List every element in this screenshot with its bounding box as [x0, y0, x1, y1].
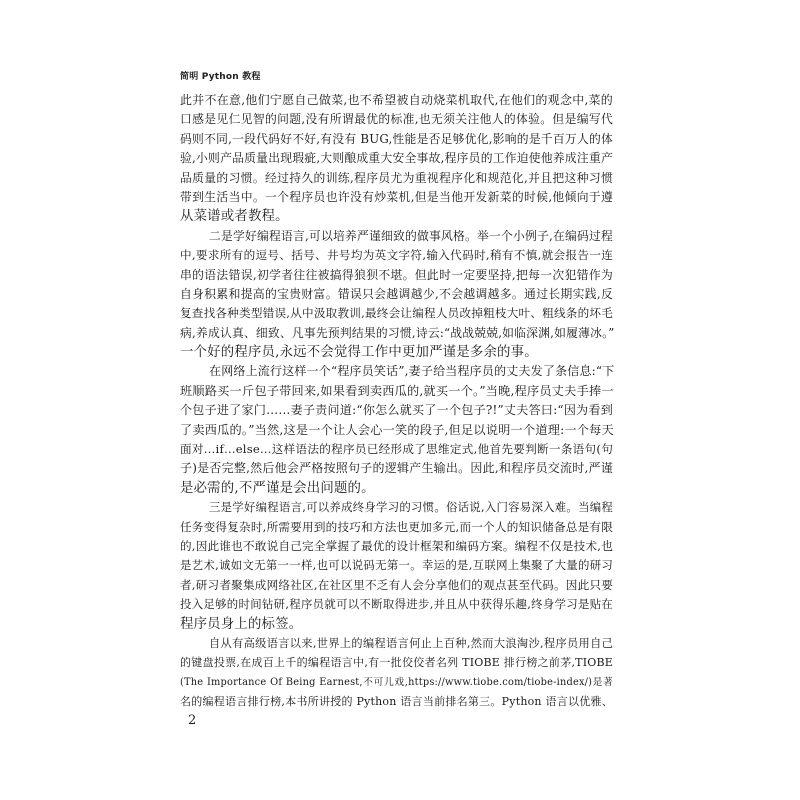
text-line: 复查找各种类型错误,从中汲取教训,最终会让编程人员改掉粗枝大叶、粗线条的坏毛	[180, 306, 613, 321]
text-line: 验,小则产品质量出现瑕疵,大则酿成重大安全事故,程序员的工作迫使他养成注重产	[180, 151, 613, 166]
text-line: 子)是否完整,然后他会严格按照句子的逻辑产生输出。因此,和程序员交流时,严谨	[180, 461, 613, 476]
text-line: 班顺路买一斤包子带回来,如果看到卖西瓜的,就买一个。”当晚,程序员丈夫手捧一	[180, 383, 614, 398]
text-line: 二是学好编程语言,可以培养严谨细致的做事风格。举一个小例子,在编码过程	[209, 228, 613, 243]
page-number: 2	[188, 713, 197, 728]
text-line: 码则不同,一段代码好不好,有没有 BUG,性能是否足够优化,影响的是千百万人的体	[180, 131, 613, 146]
text-line: 自身积累和提高的宝贵财富。错误只会越调越少,不会越调越多。通过长期实践,反	[180, 286, 613, 301]
text-line: 串的语法错误,初学者往往被搞得狼狈不堪。但此时一定要坚持,把每一次犯错作为	[180, 267, 613, 282]
text-line: 在网络上流行这样一个“程序员笑话”,妻子给当程序员的丈夫发了条信息:“下	[209, 364, 615, 379]
text-line: 是艺术,诚如文无第一一样,也可以说码无第一。幸运的是,互联网上集聚了大量的研习	[180, 558, 613, 573]
text-line: 带到生活当中。一个程序员也许没有炒菜机,但是当他开发新菜的时候,他倾向于遵	[180, 189, 613, 204]
text-line: 品质量的习惯。经过持久的训练,程序员尤为重视程序化和规范化,并且把这种习惯	[180, 170, 613, 185]
text-line: 是必需的,不严谨是会出问题的。	[180, 480, 375, 496]
text-line: 投入足够的时间钻研,程序员就可以不断取得进步,并且从中获得乐趣,终身学习是贴在	[180, 597, 613, 612]
text-line: 三是学好编程语言,可以养成终身学习的习惯。俗话说,入门容易深入难。当编程	[209, 500, 613, 515]
text-line: 的键盘投票,在成百上千的编程语言中,有一批佼佼者名列 TIOBE 排行榜之前茅,TIOBE	[180, 656, 613, 670]
text-line: 自从有高级语言以来,世界上的编程语言何止上百种,然而大浪淘沙,程序员用自己	[209, 636, 613, 650]
text-line: 的,因此谁也不敢说自己完全掌握了最优的设计框架和编码方案。编程不仅是技术,也	[180, 538, 613, 553]
text-line: 任务变得复杂时,所需要用到的技巧和方法也更加多元,而一个人的知识储备总是有限	[180, 519, 613, 534]
text-line: 从菜谱或者教程。	[180, 209, 289, 225]
text-line: 面对…if…else…这样语法的程序员已经形成了思维定式,他首先要判断一条语句(句	[180, 442, 613, 457]
text-line: 此并不在意,他们宁愿自己做菜,也不希望被自动烧菜机取代,在他们的观念中,菜的	[180, 93, 613, 107]
text-line: 名的编程语言排行榜,本书所讲授的 Python 语言当前排名第三。Python 语言以优雅、	[180, 695, 613, 709]
text-line: 中,要求所有的逗号、括号、井号均为英文字符,输入代码时,稍有不慎,就会报告一连	[180, 248, 613, 263]
text-line: 程序员身上的标签。	[180, 616, 303, 632]
text-line: 病,养成认真、细致、凡事先预判结果的习惯,诗云:“战战兢兢,如临深渊,如履薄冰。”	[180, 325, 615, 340]
text-line: 者,研习者聚集成网络社区,在社区里不乏有人会分享他们的观点甚至代码。因此只要	[180, 577, 613, 592]
body-text	[180, 91, 613, 712]
text-line: 口感是见仁见智的问题,没有所谓最优的标准,也无须关注他人的体验。但是编写代	[180, 112, 613, 127]
text-line: (The Importance Of Being Earnest,不可儿戏,https://www.tiobe.com/tiobe-index/)是著	[180, 676, 613, 688]
text-line: 个包子进了家门……妻子责问道:“你怎么就买了一个包子?!”丈夫答曰:“因为看到	[180, 403, 613, 418]
text-line: 了卖西瓜的。”当然,这是一个让人会心一笑的段子,但足以说明一个道理:一个每天	[180, 422, 614, 437]
text-line: 一个好的程序员,永远不会觉得工作中更加严谨是多余的事。	[180, 345, 538, 361]
running-head: 简明 Python 教程	[180, 72, 261, 82]
